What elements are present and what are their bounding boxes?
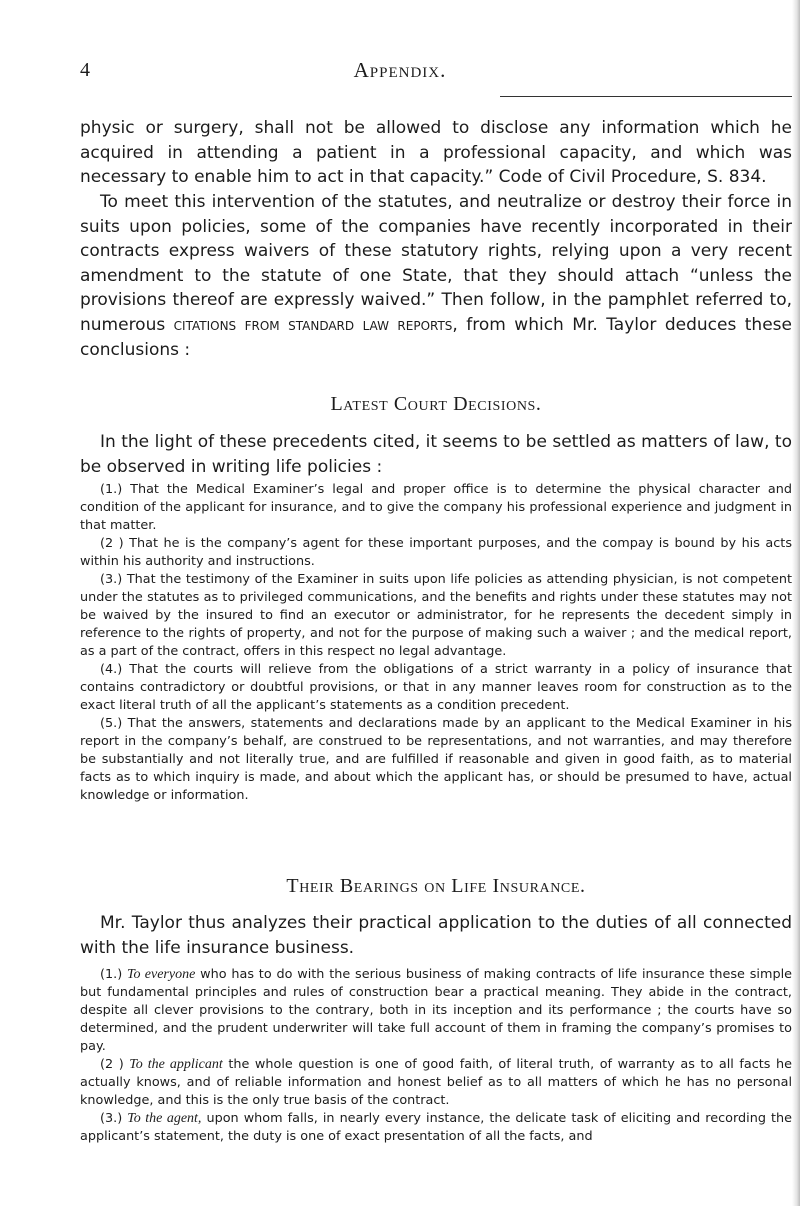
section2-lead — [80, 911, 792, 960]
item-italic: To the applicant — [129, 1057, 223, 1072]
list-item: (4.) That the courts will relieve from the obligations of a strict warranty in a policy of insurance that contains contradictory or doubtful provisions, or that in any manner leaves room for construction as to the exact literal truth of all the applicant’s statements as a condition precedent. — [80, 662, 792, 713]
item-italic: To the agent, — [127, 1111, 202, 1126]
page-number: 4 — [80, 59, 90, 81]
latest-court-decisions-heading: Latest Court Decisions. — [330, 393, 542, 415]
item-text: the whole question is one of good faith, of literal truth, of warranty as to all facts he actually knows, and of reliable information and honest belief as to all matters of which he has no personal knowledge, and this is the only true basis of the contract. — [80, 1057, 792, 1108]
item-number: (3.) — [100, 1111, 128, 1126]
citations-small-caps: citations from standard law reports, — [173, 314, 458, 335]
section-heading-2 — [80, 873, 792, 899]
section-heading-1 — [80, 391, 792, 417]
item-italic: To everyone — [127, 967, 196, 982]
section2-lead-text: Mr. Taylor thus analyzes their practical application to the duties of all connected with the life insurance business. — [80, 913, 792, 958]
intro-text-2 — [80, 190, 792, 362]
page-edge-shadow — [792, 0, 800, 1206]
intro-text-2b: from which Mr. Taylor deduces these conclusions : — [80, 314, 792, 360]
section2-items — [80, 966, 792, 1146]
intro-paragraph-1 — [80, 116, 792, 190]
section1-lead — [80, 430, 792, 479]
page-header — [0, 58, 800, 88]
item-number: (2 ) — [100, 1057, 130, 1072]
list-item: (5.) That the answers, statements and declarations made by an applicant to the Medical Examiner in his report in the company’s behalf, are construed to be representations, and not warranties, and may therefore be substantially and not literally true, and are fulfilled if reasonable and given in good faith, as to material facts as to which inquiry is made, and about which the applicant has, or should be presumed to have, actual knowledge or information. — [80, 716, 792, 803]
intro-paragraph-2 — [80, 190, 792, 362]
item-number: (1.) — [100, 967, 128, 982]
item-text: upon whom falls, in nearly every instance, the delicate task of eliciting and recording the applicant’s statement, the duty is one of exact presentation of all the facts, and — [80, 1111, 792, 1144]
bearings-heading: Their Bearings on Life Insurance. — [286, 875, 586, 897]
list-item — [80, 966, 792, 1056]
running-head: Appendix. — [353, 58, 447, 82]
list-item — [80, 1056, 792, 1110]
intro-text-2a: To meet this intervention of the statutes, and neutralize or destroy their force in suits upon policies, some of the companies have recently incorporated in their contracts express waivers of these statutory rights, relying upon a very recent amendment to the statute of one State, that they should attach “unless the provisions thereof are expressly waived.” Then follow, in the pamphlet referred to, numerous — [80, 192, 792, 335]
header-rule — [500, 96, 792, 97]
list-item: (1.) That the Medical Examiner’s legal and proper office is to determine the physical character and condition of the applicant for insurance, and to give the company his professional experience and judgment in that matter. — [80, 482, 792, 533]
section1-lead-text: In the light of these precedents cited, it seems to be settled as matters of law, to be observed in writing life policies : — [80, 432, 792, 477]
item-text: who has to do with the serious business of making contracts of life insurance these simple but fundamental principles and rules of construction bear a practical meaning. They abide in the contract, despite all clever provisions to the contrary, both in its inception and its performance ; the courts have so determined, and the prudent underwriter will take full account of them in framing the company’s promises to pay. — [80, 967, 792, 1054]
list-item: (3.) That the testimony of the Examiner in suits upon life policies as attending physician, is not competent under the statutes as to privileged communications, and the benefits and rights under these statutes may not be waived by the insured to find an executor or administrator, for he represents the decedent simply in reference to the rights of property, and not for the purpose of making such a waiver ; and the medical report, as a part of the contract, offers in this respect no legal advantage. — [80, 572, 792, 659]
section1-items — [80, 481, 792, 805]
list-item — [80, 1110, 792, 1146]
intro-text-1: physic or surgery, shall not be allowed to disclose any information which he acquired in attending a patient in a professional capacity, and which was necessary to enable him to act in that capacity.” Code of Civil Procedure, S. 834. — [80, 118, 792, 188]
list-item: (2 ) That he is the company’s agent for these important purposes, and the compay is bound by his acts within his authority and instructions. — [80, 536, 792, 569]
